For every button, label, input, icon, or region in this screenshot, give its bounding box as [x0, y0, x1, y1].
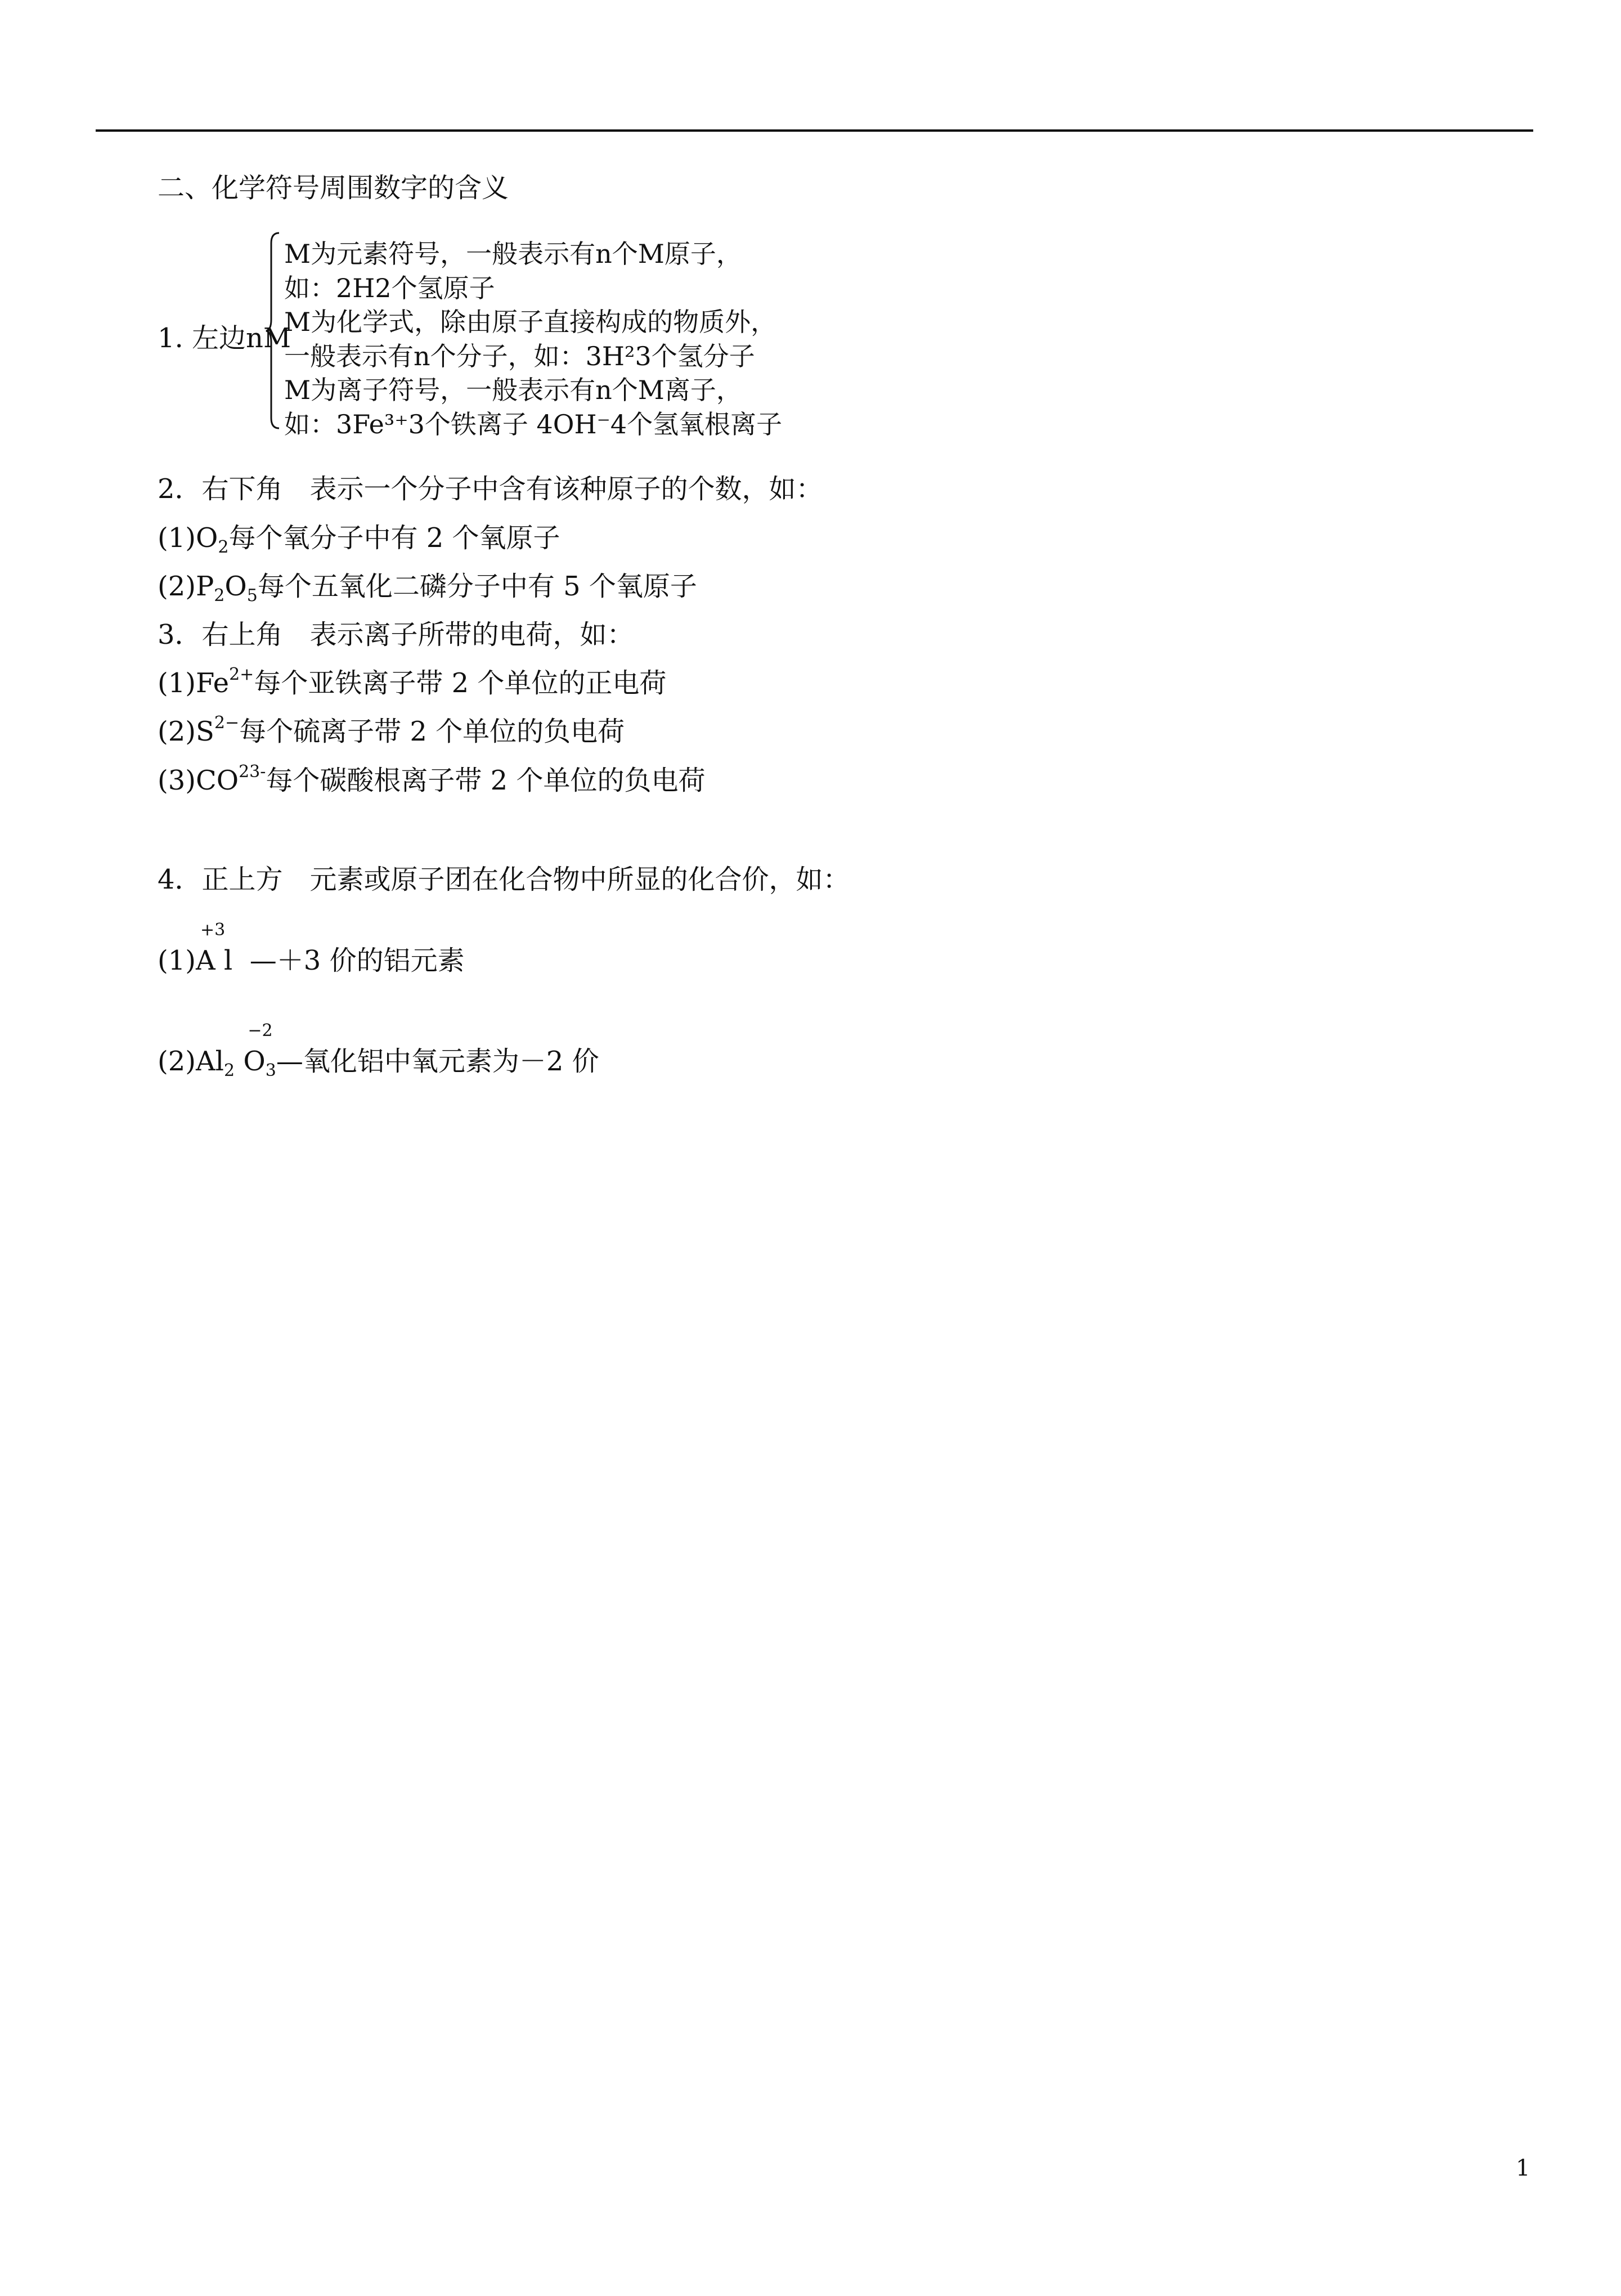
top-title: 4．正上方 元素或原子团在化合物中所显的化合价，如：	[158, 864, 850, 895]
valence-example-2: $(2)Al_2$ −2 $O_3—$氧化铝中氧元素为－2 价	[158, 1021, 599, 1080]
section-heading: 二、化学符号周围数字的含义	[158, 172, 509, 204]
brace-line: M为离子符号，一般表示有n个M离子，	[284, 375, 742, 405]
left-number-label: 1. 左边nM	[158, 322, 291, 354]
curly-brace-icon	[264, 231, 281, 430]
upper-right-example-1: $(1)Fe^{2+}$每个亚铁离子带 2 个单位的正电荷	[158, 665, 667, 699]
upper-right-example-3: $(3)CO^{23-}$每个碳酸根离子带 2 个单位的负电荷	[158, 762, 706, 796]
brace-line: 如：2H2个氢原子	[284, 273, 495, 303]
upper-right-title: 3．右上角 表示离子所带的电荷，如：	[158, 619, 634, 651]
header-rule	[96, 129, 1533, 132]
upper-right-example-2: $(2)S^{2-}$每个硫离子带 2 个单位的负电荷	[158, 713, 625, 747]
brace-line: M为元素符号，一般表示有n个M原子，	[284, 239, 742, 269]
lower-right-example-1: $(1)O_2$每个氧分子中有 2 个氧原子	[158, 522, 560, 557]
valence-example-1: (1) +3 A l —＋3 价的铝元素	[158, 920, 465, 976]
brace-line: 一般表示有n个分子，如：3H²3个氢分子	[284, 341, 755, 371]
page-number: 1	[1516, 2155, 1530, 2181]
brace-line: M为化学式，除由原子直接构成的物质外，	[284, 307, 777, 337]
lower-right-title: 2．右下角 表示一个分子中含有该种原子的个数，如：	[158, 473, 823, 505]
brace-line: 如：3Fe³⁺3个铁离子 4OH⁻4个氢氧根离子	[284, 409, 783, 440]
lower-right-example-2: $(2)P_2O_5$每个五氧化二磷分子中有 5 个氧原子	[158, 571, 697, 606]
